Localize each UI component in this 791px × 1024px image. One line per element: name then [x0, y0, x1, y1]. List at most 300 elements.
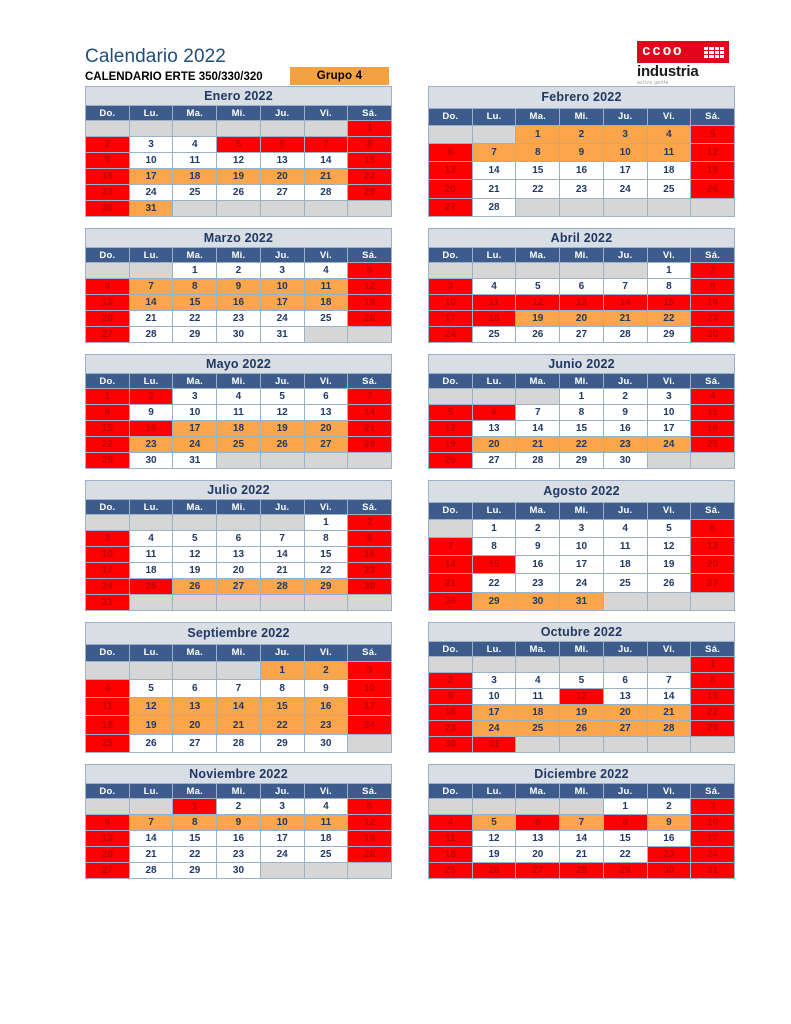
day-cell[interactable]: 16 — [304, 698, 348, 716]
day-cell[interactable]: 12 — [260, 405, 304, 421]
day-cell[interactable]: 23 — [217, 847, 261, 863]
day-cell[interactable]: 21 — [647, 705, 691, 721]
day-cell[interactable]: 22 — [472, 574, 516, 592]
day-cell[interactable]: 17 — [86, 563, 130, 579]
day-cell[interactable]: 10 — [173, 405, 217, 421]
day-cell[interactable]: 13 — [429, 162, 473, 180]
day-cell[interactable]: 25 — [691, 437, 735, 453]
day-cell[interactable]: 8 — [472, 537, 516, 555]
day-cell[interactable]: 17 — [647, 421, 691, 437]
day-cell[interactable]: 13 — [86, 831, 130, 847]
day-cell[interactable]: 31 — [86, 595, 130, 611]
day-cell[interactable]: 3 — [647, 389, 691, 405]
day-cell[interactable]: 4 — [603, 519, 647, 537]
day-cell[interactable]: 20 — [86, 847, 130, 863]
day-cell[interactable]: 17 — [260, 831, 304, 847]
day-cell[interactable]: 5 — [647, 519, 691, 537]
day-cell[interactable]: 15 — [691, 689, 735, 705]
day-cell[interactable]: 27 — [472, 453, 516, 469]
day-cell[interactable]: 28 — [516, 453, 560, 469]
day-cell[interactable]: 16 — [647, 831, 691, 847]
day-cell[interactable]: 5 — [260, 389, 304, 405]
day-cell[interactable]: 26 — [560, 721, 604, 737]
day-cell[interactable]: 4 — [129, 531, 173, 547]
day-cell[interactable]: 11 — [472, 295, 516, 311]
day-cell[interactable]: 21 — [260, 563, 304, 579]
day-cell[interactable]: 10 — [86, 547, 130, 563]
day-cell[interactable]: 28 — [129, 327, 173, 343]
day-cell[interactable]: 28 — [429, 592, 473, 610]
day-cell[interactable]: 9 — [647, 815, 691, 831]
day-cell[interactable]: 23 — [304, 716, 348, 734]
day-cell[interactable]: 18 — [516, 705, 560, 721]
day-cell[interactable]: 14 — [472, 162, 516, 180]
day-cell[interactable]: 2 — [647, 799, 691, 815]
day-cell[interactable]: 21 — [217, 716, 261, 734]
day-cell[interactable]: 30 — [129, 453, 173, 469]
day-cell[interactable]: 14 — [516, 421, 560, 437]
day-cell[interactable]: 27 — [691, 574, 735, 592]
day-cell[interactable]: 27 — [560, 327, 604, 343]
day-cell[interactable]: 6 — [304, 389, 348, 405]
day-cell[interactable]: 15 — [173, 295, 217, 311]
day-cell[interactable]: 8 — [691, 673, 735, 689]
day-cell[interactable]: 5 — [348, 263, 392, 279]
day-cell[interactable]: 15 — [86, 421, 130, 437]
day-cell[interactable]: 7 — [217, 679, 261, 697]
day-cell[interactable]: 2 — [348, 515, 392, 531]
day-cell[interactable]: 3 — [260, 263, 304, 279]
day-cell[interactable]: 13 — [86, 295, 130, 311]
day-cell[interactable]: 1 — [173, 799, 217, 815]
day-cell[interactable]: 17 — [129, 169, 173, 185]
day-cell[interactable]: 3 — [560, 519, 604, 537]
day-cell[interactable]: 15 — [304, 547, 348, 563]
day-cell[interactable]: 16 — [86, 169, 130, 185]
day-cell[interactable]: 17 — [560, 556, 604, 574]
day-cell[interactable]: 3 — [260, 799, 304, 815]
day-cell[interactable]: 10 — [603, 143, 647, 161]
day-cell[interactable]: 25 — [472, 327, 516, 343]
day-cell[interactable]: 26 — [348, 847, 392, 863]
day-cell[interactable]: 23 — [348, 563, 392, 579]
day-cell[interactable]: 27 — [260, 185, 304, 201]
day-cell[interactable]: 2 — [217, 263, 261, 279]
day-cell[interactable]: 14 — [129, 831, 173, 847]
day-cell[interactable]: 8 — [560, 405, 604, 421]
day-cell[interactable]: 23 — [516, 574, 560, 592]
day-cell[interactable]: 27 — [429, 198, 473, 216]
day-cell[interactable]: 25 — [304, 311, 348, 327]
day-cell[interactable]: 18 — [647, 162, 691, 180]
day-cell[interactable]: 27 — [304, 437, 348, 453]
day-cell[interactable]: 1 — [173, 263, 217, 279]
day-cell[interactable]: 1 — [603, 799, 647, 815]
day-cell[interactable]: 8 — [304, 531, 348, 547]
day-cell[interactable]: 2 — [217, 799, 261, 815]
day-cell[interactable]: 3 — [472, 673, 516, 689]
day-cell[interactable]: 14 — [260, 547, 304, 563]
day-cell[interactable]: 6 — [86, 815, 130, 831]
day-cell[interactable]: 21 — [560, 847, 604, 863]
day-cell[interactable]: 13 — [260, 153, 304, 169]
day-cell[interactable]: 3 — [348, 661, 392, 679]
day-cell[interactable]: 15 — [472, 556, 516, 574]
day-cell[interactable]: 12 — [173, 547, 217, 563]
day-cell[interactable]: 5 — [691, 125, 735, 143]
day-cell[interactable]: 30 — [603, 453, 647, 469]
day-cell[interactable]: 28 — [560, 863, 604, 879]
day-cell[interactable]: 4 — [173, 137, 217, 153]
day-cell[interactable]: 6 — [173, 679, 217, 697]
day-cell[interactable]: 2 — [86, 137, 130, 153]
day-cell[interactable]: 21 — [429, 574, 473, 592]
day-cell[interactable]: 12 — [647, 537, 691, 555]
day-cell[interactable]: 20 — [86, 311, 130, 327]
day-cell[interactable]: 8 — [86, 405, 130, 421]
day-cell[interactable]: 25 — [173, 185, 217, 201]
day-cell[interactable]: 12 — [348, 815, 392, 831]
day-cell[interactable]: 23 — [691, 311, 735, 327]
day-cell[interactable]: 2 — [304, 661, 348, 679]
day-cell[interactable]: 17 — [348, 698, 392, 716]
day-cell[interactable]: 10 — [348, 679, 392, 697]
day-cell[interactable]: 7 — [647, 673, 691, 689]
day-cell[interactable]: 15 — [260, 698, 304, 716]
day-cell[interactable]: 30 — [217, 863, 261, 879]
day-cell[interactable]: 20 — [260, 169, 304, 185]
day-cell[interactable]: 9 — [304, 679, 348, 697]
day-cell[interactable]: 22 — [603, 847, 647, 863]
day-cell[interactable]: 30 — [86, 201, 130, 217]
day-cell[interactable]: 25 — [129, 579, 173, 595]
day-cell[interactable]: 27 — [516, 863, 560, 879]
day-cell[interactable]: 11 — [516, 689, 560, 705]
day-cell[interactable]: 30 — [516, 592, 560, 610]
day-cell[interactable]: 5 — [429, 405, 473, 421]
day-cell[interactable]: 5 — [217, 137, 261, 153]
day-cell[interactable]: 7 — [304, 137, 348, 153]
day-cell[interactable]: 9 — [217, 279, 261, 295]
day-cell[interactable]: 20 — [304, 421, 348, 437]
day-cell[interactable]: 18 — [691, 421, 735, 437]
day-cell[interactable]: 28 — [304, 185, 348, 201]
day-cell[interactable]: 10 — [691, 815, 735, 831]
day-cell[interactable]: 24 — [348, 716, 392, 734]
day-cell[interactable]: 7 — [603, 279, 647, 295]
day-cell[interactable]: 18 — [603, 556, 647, 574]
day-cell[interactable]: 6 — [603, 673, 647, 689]
day-cell[interactable]: 12 — [348, 279, 392, 295]
day-cell[interactable]: 14 — [348, 405, 392, 421]
day-cell[interactable]: 9 — [86, 153, 130, 169]
day-cell[interactable]: 29 — [173, 327, 217, 343]
day-cell[interactable]: 20 — [217, 563, 261, 579]
day-cell[interactable]: 21 — [516, 437, 560, 453]
day-cell[interactable]: 15 — [516, 162, 560, 180]
day-cell[interactable]: 15 — [603, 831, 647, 847]
day-cell[interactable]: 24 — [86, 579, 130, 595]
day-cell[interactable]: 29 — [560, 453, 604, 469]
day-cell[interactable]: 5 — [348, 799, 392, 815]
day-cell[interactable]: 26 — [217, 185, 261, 201]
day-cell[interactable]: 14 — [603, 295, 647, 311]
day-cell[interactable]: 9 — [560, 143, 604, 161]
day-cell[interactable]: 26 — [516, 327, 560, 343]
day-cell[interactable]: 31 — [260, 327, 304, 343]
day-cell[interactable]: 22 — [260, 716, 304, 734]
day-cell[interactable]: 13 — [691, 537, 735, 555]
day-cell[interactable]: 24 — [260, 311, 304, 327]
day-cell[interactable]: 19 — [129, 716, 173, 734]
day-cell[interactable]: 9 — [516, 537, 560, 555]
day-cell[interactable]: 4 — [304, 799, 348, 815]
day-cell[interactable]: 22 — [348, 169, 392, 185]
day-cell[interactable]: 20 — [603, 705, 647, 721]
day-cell[interactable]: 22 — [560, 437, 604, 453]
day-cell[interactable]: 14 — [129, 295, 173, 311]
day-cell[interactable]: 6 — [516, 815, 560, 831]
day-cell[interactable]: 4 — [647, 125, 691, 143]
day-cell[interactable]: 4 — [86, 679, 130, 697]
day-cell[interactable]: 13 — [173, 698, 217, 716]
day-cell[interactable]: 12 — [560, 689, 604, 705]
day-cell[interactable]: 13 — [304, 405, 348, 421]
day-cell[interactable]: 25 — [516, 721, 560, 737]
day-cell[interactable]: 10 — [129, 153, 173, 169]
day-cell[interactable]: 6 — [217, 531, 261, 547]
day-cell[interactable]: 1 — [647, 263, 691, 279]
day-cell[interactable]: 8 — [647, 279, 691, 295]
day-cell[interactable]: 6 — [260, 137, 304, 153]
day-cell[interactable]: 14 — [304, 153, 348, 169]
day-cell[interactable]: 2 — [516, 519, 560, 537]
day-cell[interactable]: 20 — [472, 437, 516, 453]
day-cell[interactable]: 10 — [472, 689, 516, 705]
day-cell[interactable]: 21 — [129, 847, 173, 863]
day-cell[interactable]: 4 — [429, 815, 473, 831]
day-cell[interactable]: 6 — [691, 519, 735, 537]
day-cell[interactable]: 1 — [260, 661, 304, 679]
day-cell[interactable]: 14 — [647, 689, 691, 705]
day-cell[interactable]: 8 — [603, 815, 647, 831]
day-cell[interactable]: 24 — [647, 437, 691, 453]
day-cell[interactable]: 9 — [348, 531, 392, 547]
day-cell[interactable]: 28 — [647, 721, 691, 737]
day-cell[interactable]: 18 — [429, 847, 473, 863]
day-cell[interactable]: 6 — [560, 279, 604, 295]
day-cell[interactable]: 29 — [86, 453, 130, 469]
day-cell[interactable]: 18 — [304, 295, 348, 311]
day-cell[interactable]: 22 — [304, 563, 348, 579]
day-cell[interactable]: 30 — [348, 579, 392, 595]
day-cell[interactable]: 1 — [472, 519, 516, 537]
day-cell[interactable]: 1 — [86, 389, 130, 405]
day-cell[interactable]: 23 — [129, 437, 173, 453]
day-cell[interactable]: 27 — [217, 579, 261, 595]
day-cell[interactable]: 22 — [691, 705, 735, 721]
day-cell[interactable]: 9 — [129, 405, 173, 421]
day-cell[interactable]: 15 — [173, 831, 217, 847]
day-cell[interactable]: 1 — [304, 515, 348, 531]
day-cell[interactable]: 9 — [691, 279, 735, 295]
day-cell[interactable]: 12 — [217, 153, 261, 169]
day-cell[interactable]: 7 — [348, 389, 392, 405]
day-cell[interactable]: 3 — [86, 531, 130, 547]
day-cell[interactable]: 24 — [472, 721, 516, 737]
day-cell[interactable]: 7 — [129, 815, 173, 831]
day-cell[interactable]: 11 — [603, 537, 647, 555]
day-cell[interactable]: 30 — [429, 737, 473, 753]
day-cell[interactable]: 30 — [647, 863, 691, 879]
day-cell[interactable]: 21 — [472, 180, 516, 198]
day-cell[interactable]: 30 — [691, 327, 735, 343]
day-cell[interactable]: 31 — [129, 201, 173, 217]
day-cell[interactable]: 29 — [603, 863, 647, 879]
day-cell[interactable]: 13 — [603, 689, 647, 705]
day-cell[interactable]: 21 — [304, 169, 348, 185]
day-cell[interactable]: 26 — [129, 734, 173, 752]
day-cell[interactable]: 31 — [560, 592, 604, 610]
day-cell[interactable]: 27 — [86, 863, 130, 879]
day-cell[interactable]: 8 — [260, 679, 304, 697]
day-cell[interactable]: 19 — [429, 437, 473, 453]
day-cell[interactable]: 4 — [516, 673, 560, 689]
day-cell[interactable]: 11 — [647, 143, 691, 161]
day-cell[interactable]: 25 — [304, 847, 348, 863]
day-cell[interactable]: 25 — [647, 180, 691, 198]
day-cell[interactable]: 20 — [560, 311, 604, 327]
day-cell[interactable]: 25 — [603, 574, 647, 592]
day-cell[interactable]: 19 — [217, 169, 261, 185]
day-cell[interactable]: 24 — [603, 180, 647, 198]
day-cell[interactable]: 24 — [429, 327, 473, 343]
day-cell[interactable]: 28 — [129, 863, 173, 879]
day-cell[interactable]: 24 — [173, 437, 217, 453]
day-cell[interactable]: 29 — [304, 579, 348, 595]
day-cell[interactable]: 4 — [691, 389, 735, 405]
day-cell[interactable]: 5 — [129, 679, 173, 697]
day-cell[interactable]: 28 — [472, 198, 516, 216]
day-cell[interactable]: 26 — [348, 311, 392, 327]
day-cell[interactable]: 16 — [129, 421, 173, 437]
day-cell[interactable]: 22 — [173, 311, 217, 327]
day-cell[interactable]: 16 — [429, 705, 473, 721]
day-cell[interactable]: 16 — [516, 556, 560, 574]
day-cell[interactable]: 26 — [647, 574, 691, 592]
day-cell[interactable]: 15 — [560, 421, 604, 437]
day-cell[interactable]: 17 — [603, 162, 647, 180]
day-cell[interactable]: 16 — [560, 162, 604, 180]
day-cell[interactable]: 29 — [691, 721, 735, 737]
day-cell[interactable]: 8 — [173, 279, 217, 295]
day-cell[interactable]: 20 — [173, 716, 217, 734]
day-cell[interactable]: 23 — [560, 180, 604, 198]
day-cell[interactable]: 26 — [173, 579, 217, 595]
day-cell[interactable]: 21 — [603, 311, 647, 327]
day-cell[interactable]: 14 — [217, 698, 261, 716]
day-cell[interactable]: 11 — [86, 698, 130, 716]
day-cell[interactable]: 2 — [691, 263, 735, 279]
day-cell[interactable]: 10 — [429, 295, 473, 311]
day-cell[interactable]: 2 — [429, 673, 473, 689]
day-cell[interactable]: 31 — [691, 863, 735, 879]
day-cell[interactable]: 18 — [86, 716, 130, 734]
day-cell[interactable]: 25 — [217, 437, 261, 453]
day-cell[interactable]: 3 — [173, 389, 217, 405]
day-cell[interactable]: 19 — [173, 563, 217, 579]
day-cell[interactable]: 31 — [173, 453, 217, 469]
day-cell[interactable]: 18 — [304, 831, 348, 847]
day-cell[interactable]: 14 — [429, 556, 473, 574]
day-cell[interactable]: 19 — [691, 162, 735, 180]
day-cell[interactable]: 13 — [560, 295, 604, 311]
day-cell[interactable]: 11 — [217, 405, 261, 421]
day-cell[interactable]: 17 — [429, 311, 473, 327]
day-cell[interactable]: 4 — [217, 389, 261, 405]
day-cell[interactable]: 28 — [260, 579, 304, 595]
day-cell[interactable]: 22 — [173, 847, 217, 863]
day-cell[interactable]: 27 — [603, 721, 647, 737]
day-cell[interactable]: 13 — [217, 547, 261, 563]
day-cell[interactable]: 5 — [516, 279, 560, 295]
day-cell[interactable]: 13 — [472, 421, 516, 437]
day-cell[interactable]: 10 — [260, 815, 304, 831]
day-cell[interactable]: 30 — [304, 734, 348, 752]
day-cell[interactable]: 22 — [86, 437, 130, 453]
day-cell[interactable]: 26 — [260, 437, 304, 453]
day-cell[interactable]: 29 — [647, 327, 691, 343]
day-cell[interactable]: 16 — [603, 421, 647, 437]
day-cell[interactable]: 24 — [260, 847, 304, 863]
day-cell[interactable]: 4 — [304, 263, 348, 279]
day-cell[interactable]: 3 — [429, 279, 473, 295]
day-cell[interactable]: 22 — [516, 180, 560, 198]
day-cell[interactable]: 8 — [516, 143, 560, 161]
day-cell[interactable]: 12 — [429, 421, 473, 437]
day-cell[interactable]: 11 — [304, 815, 348, 831]
day-cell[interactable]: 10 — [560, 537, 604, 555]
day-cell[interactable]: 6 — [86, 279, 130, 295]
day-cell[interactable]: 23 — [86, 185, 130, 201]
day-cell[interactable]: 19 — [516, 311, 560, 327]
day-cell[interactable]: 19 — [348, 831, 392, 847]
day-cell[interactable]: 13 — [516, 831, 560, 847]
day-cell[interactable]: 8 — [348, 137, 392, 153]
day-cell[interactable]: 5 — [560, 673, 604, 689]
day-cell[interactable]: 23 — [603, 437, 647, 453]
day-cell[interactable]: 19 — [348, 295, 392, 311]
day-cell[interactable]: 30 — [217, 327, 261, 343]
day-cell[interactable]: 28 — [217, 734, 261, 752]
day-cell[interactable]: 15 — [348, 153, 392, 169]
day-cell[interactable]: 9 — [217, 815, 261, 831]
day-cell[interactable]: 1 — [691, 657, 735, 673]
day-cell[interactable]: 19 — [647, 556, 691, 574]
day-cell[interactable]: 2 — [603, 389, 647, 405]
day-cell[interactable]: 18 — [472, 311, 516, 327]
day-cell[interactable]: 24 — [129, 185, 173, 201]
day-cell[interactable]: 6 — [429, 143, 473, 161]
day-cell[interactable]: 25 — [86, 734, 130, 752]
day-cell[interactable]: 17 — [260, 295, 304, 311]
day-cell[interactable]: 18 — [217, 421, 261, 437]
day-cell[interactable]: 19 — [560, 705, 604, 721]
day-cell[interactable]: 23 — [647, 847, 691, 863]
day-cell[interactable]: 29 — [260, 734, 304, 752]
day-cell[interactable]: 18 — [129, 563, 173, 579]
day-cell[interactable]: 20 — [429, 180, 473, 198]
